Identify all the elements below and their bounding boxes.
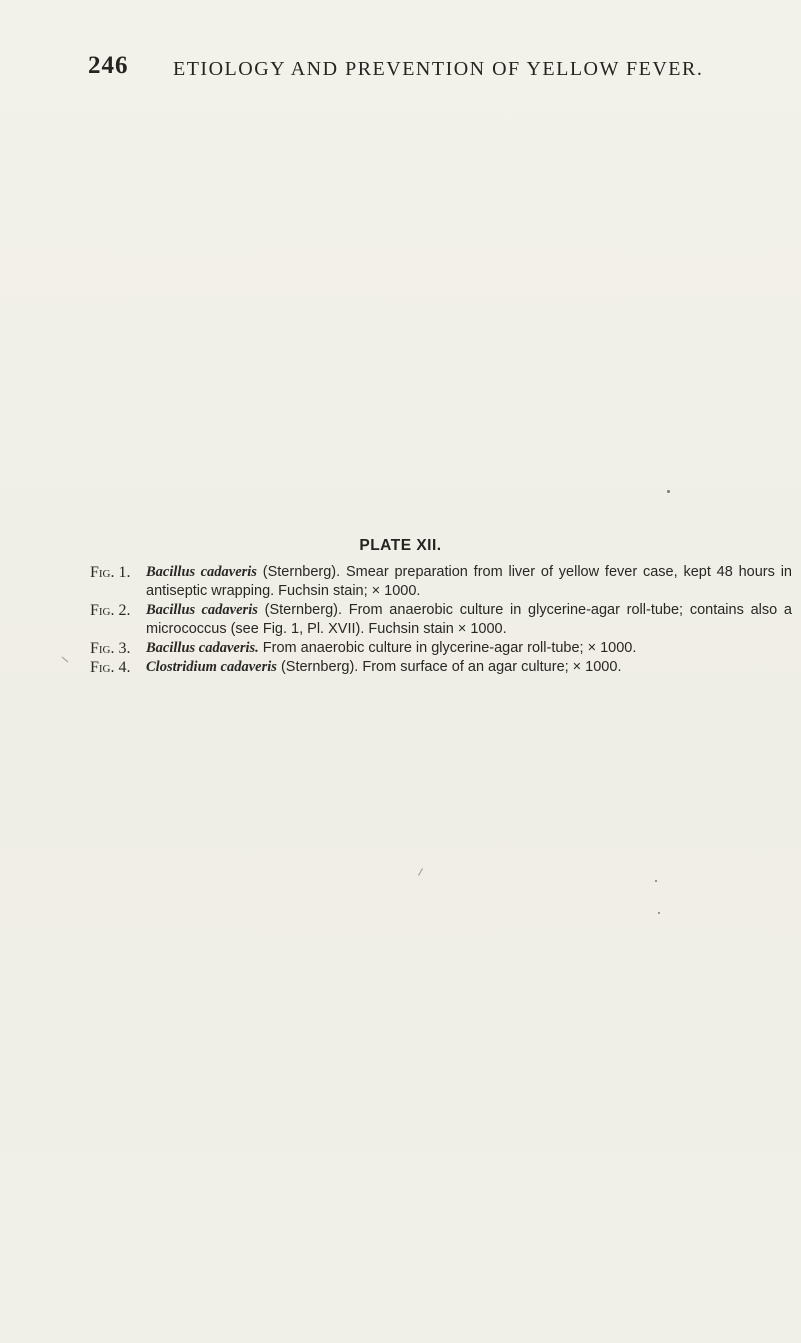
figure-caption-2 <box>90 601 792 639</box>
species-name: Clostridium cadaveris <box>146 659 277 675</box>
figure-captions <box>90 563 792 677</box>
scan-mark <box>62 657 69 663</box>
plate-title: PLATE XII. <box>359 537 442 554</box>
species-name: Bacillus cadaveris <box>146 564 257 580</box>
figure-label: Fig. 1. <box>90 564 131 581</box>
caption-text: From anaerobic culture in glycerine-agar roll-tube; × 1000. <box>258 640 637 656</box>
page-number: 246 <box>88 52 129 79</box>
scan-speck <box>655 880 657 882</box>
species-name: Bacillus cadaveris <box>146 602 258 618</box>
figure-caption-3 <box>90 639 792 658</box>
figure-label: Fig. 3. <box>90 640 131 657</box>
scan-mark <box>418 868 423 875</box>
scan-speck <box>667 490 670 493</box>
figure-label: Fig. 2. <box>90 602 131 619</box>
caption-text: (Sternberg). Smear preparation from liver of yellow fever case, kept 48 hours in antiseptic wrapping. Fuchsin stain; × 1000. <box>146 564 792 599</box>
species-name: Bacillus cadaveris. <box>146 640 259 656</box>
caption-text: (Sternberg). From surface of an agar culture; × 1000. <box>276 659 622 675</box>
figure-label: Fig. 4. <box>90 659 131 676</box>
running-title: ETIOLOGY AND PREVENTION OF YELLOW FEVER. <box>173 58 704 80</box>
caption-text: (Sternberg). From anaerobic culture in glycerine-agar roll-tube; contains also a micrococcus (see Fig. 1, Pl. XVII). Fuchsin stain × 1000. <box>146 602 792 637</box>
figure-caption-4 <box>90 658 792 677</box>
running-head <box>88 52 728 88</box>
scan-speck <box>658 912 660 914</box>
figure-caption-1 <box>90 563 792 601</box>
